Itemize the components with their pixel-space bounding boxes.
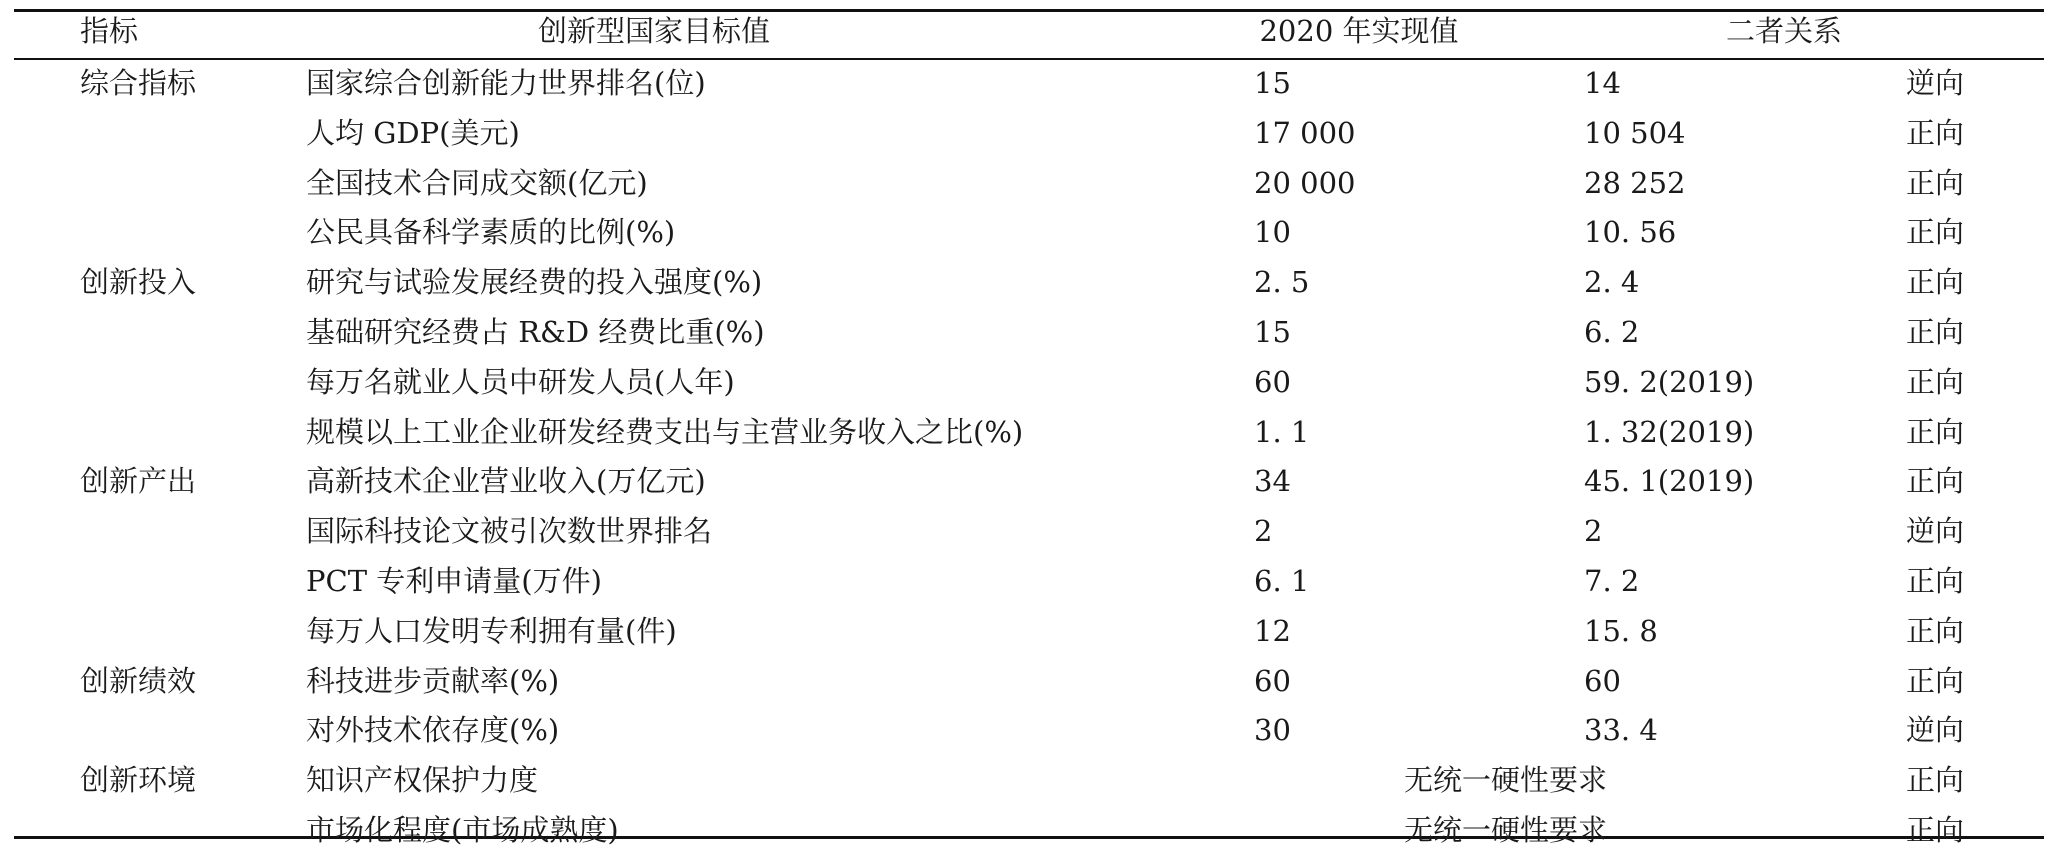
row-actual-value: 10 504 — [1584, 116, 1686, 150]
row-relation: 正向 — [1906, 415, 1965, 449]
row-relation: 正向 — [1906, 763, 1965, 797]
row-category: 创新产出 — [80, 464, 197, 498]
row-target-value: 30 — [1254, 713, 1291, 747]
row-category: 综合指标 — [80, 66, 197, 100]
row-indicator: 基础研究经费占 R&D 经费比重(%) — [306, 315, 765, 349]
row-actual-value: 7. 2 — [1584, 564, 1640, 598]
row-indicator: 全国技术合同成交额(亿元) — [306, 166, 648, 200]
row-actual-value: 33. 4 — [1584, 713, 1658, 747]
row-target-value: 17 000 — [1254, 116, 1356, 150]
row-target-value: 12 — [1254, 614, 1291, 648]
row-indicator: 高新技术企业营业收入(万亿元) — [306, 464, 706, 498]
row-actual-value: 60 — [1584, 664, 1621, 698]
row-indicator: 人均 GDP(美元) — [306, 116, 520, 150]
row-indicator: 研究与试验发展经费的投入强度(%) — [306, 265, 763, 299]
row-indicator: 市场化程度(市场成熟度) — [306, 813, 619, 847]
row-indicator: 知识产权保护力度 — [306, 763, 539, 797]
row-target-value: 2 — [1254, 514, 1273, 548]
row-relation: 正向 — [1906, 116, 1965, 150]
row-indicator: 公民具备科学素质的比例(%) — [306, 215, 676, 249]
row-indicator: 对外技术依存度(%) — [306, 713, 560, 747]
row-target-value: 1. 1 — [1254, 415, 1310, 449]
row-indicator: 规模以上工业企业研发经费支出与主营业务收入之比(%) — [306, 415, 1024, 449]
row-relation: 正向 — [1906, 215, 1965, 249]
table-header-rule — [14, 58, 2044, 60]
row-actual-value: 1. 32(2019) — [1584, 415, 1755, 449]
row-indicator: 科技进步贡献率(%) — [306, 664, 560, 698]
row-actual-value: 14 — [1584, 66, 1621, 100]
row-indicator: 国际科技论文被引次数世界排名 — [306, 514, 713, 548]
row-target-value: 6. 1 — [1254, 564, 1310, 598]
row-no-requirement: 无统一硬性要求 — [1404, 813, 1608, 847]
header-actual-value: 2020 年实现值 — [1259, 14, 1459, 48]
row-category: 创新绩效 — [80, 664, 197, 698]
row-actual-value: 28 252 — [1584, 166, 1686, 200]
row-indicator: 每万人口发明专利拥有量(件) — [306, 614, 677, 648]
row-target-value: 60 — [1254, 664, 1291, 698]
row-relation: 正向 — [1906, 564, 1965, 598]
row-actual-value: 6. 2 — [1584, 315, 1640, 349]
row-indicator: 每万名就业人员中研发人员(人年) — [306, 365, 735, 399]
row-no-requirement: 无统一硬性要求 — [1404, 763, 1608, 797]
row-target-value: 2. 5 — [1254, 265, 1310, 299]
indicator-table — [14, 0, 2044, 848]
row-relation: 逆向 — [1906, 66, 1965, 100]
row-target-value: 15 — [1254, 315, 1291, 349]
header-relation: 二者关系 — [1725, 14, 1842, 48]
header-target-value: 创新型国家目标值 — [537, 14, 770, 48]
row-relation: 正向 — [1906, 365, 1965, 399]
row-category: 创新环境 — [80, 763, 197, 797]
header-indicator: 指标 — [79, 14, 138, 48]
row-target-value: 10 — [1254, 215, 1291, 249]
row-target-value: 20 000 — [1254, 166, 1356, 200]
row-indicator: 国家综合创新能力世界排名(位) — [306, 66, 706, 100]
row-actual-value: 2. 4 — [1584, 265, 1640, 299]
row-target-value: 60 — [1254, 365, 1291, 399]
row-relation: 正向 — [1906, 265, 1965, 299]
row-relation: 正向 — [1906, 664, 1965, 698]
row-relation: 正向 — [1906, 813, 1965, 847]
row-relation: 逆向 — [1906, 514, 1965, 548]
row-actual-value: 10. 56 — [1584, 215, 1677, 249]
row-indicator: PCT 专利申请量(万件) — [306, 564, 602, 598]
row-actual-value: 2 — [1584, 514, 1603, 548]
table-top-rule — [14, 9, 2044, 12]
row-target-value: 15 — [1254, 66, 1291, 100]
row-relation: 正向 — [1906, 464, 1965, 498]
row-relation: 正向 — [1906, 166, 1965, 200]
row-target-value: 34 — [1254, 464, 1291, 498]
row-category: 创新投入 — [80, 265, 197, 299]
row-actual-value: 15. 8 — [1584, 614, 1658, 648]
row-actual-value: 59. 2(2019) — [1584, 365, 1755, 399]
row-relation: 正向 — [1906, 315, 1965, 349]
row-relation: 正向 — [1906, 614, 1965, 648]
row-relation: 逆向 — [1906, 713, 1965, 747]
row-actual-value: 45. 1(2019) — [1584, 464, 1755, 498]
